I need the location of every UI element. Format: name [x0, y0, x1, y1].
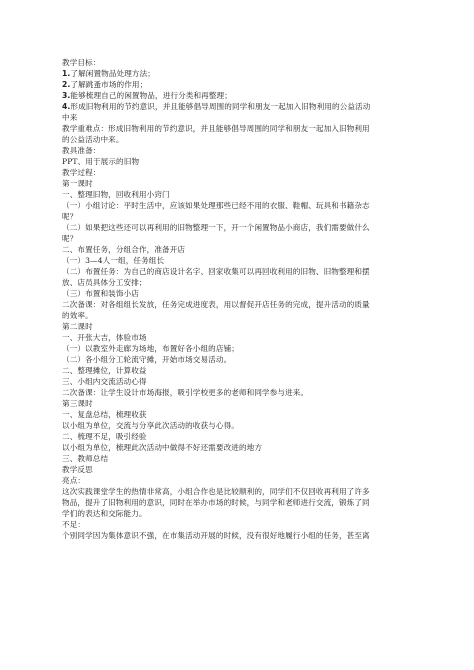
- line-text: 的效率。: [62, 311, 93, 320]
- document-line: [62, 156, 414, 167]
- document-line: [62, 211, 414, 222]
- line-text: 二、整理摊位，计算收益: [62, 366, 147, 375]
- document-line: [62, 420, 414, 431]
- document-line: [62, 442, 414, 453]
- list-number: 2.: [62, 80, 71, 89]
- line-text: 亮点：: [62, 476, 86, 485]
- line-text: 形成旧物利用的节约意识，并且能够倡导周围的同学和朋友一起加入旧物利用的公益活动: [70, 102, 371, 111]
- line-text: 以小组为单位，梳理此次活动中做得不好还需要改进的地方: [62, 443, 263, 452]
- document-line: [62, 475, 414, 486]
- line-text: 以小组为单位，交流与分享此次活动的收获与心得。: [62, 421, 239, 430]
- line-text: 物品，提升了旧物利用的意识，同时在举办市场的时候，与同学和老师进行交流，锻炼了同: [62, 498, 370, 507]
- line-text: （一）小组讨论：平时生活中，应该如果处理那些已经不用的衣服、鞋帽、玩具和书籍杂志: [62, 201, 370, 210]
- document-line: [62, 134, 414, 145]
- document-line: [62, 145, 414, 156]
- document-line: [62, 453, 414, 464]
- line-text: 二、梳理不足，吸引经验: [62, 432, 147, 441]
- document-line: [62, 57, 414, 68]
- line-text: 二次备课：对各组组长发放，任务完成进度表，用以督促开店任务的完成，提升活动的质量: [62, 300, 370, 309]
- list-number: 4.: [62, 102, 71, 111]
- line-text: 中来: [62, 113, 78, 122]
- list-number: 3.: [62, 91, 71, 100]
- line-text: 第二课时: [62, 322, 93, 331]
- line-text: 一、整理旧物，回收利用小窍门: [62, 190, 170, 199]
- line-text: 教学目标：: [62, 58, 101, 67]
- document-line: [62, 431, 414, 442]
- document-line: [62, 90, 414, 101]
- document-line: [62, 398, 414, 409]
- document-line: [62, 486, 414, 497]
- line-text: 呢？: [62, 212, 78, 221]
- line-text: 个别同学因为集体意识不强，在市集活动开展的时候，没有很好地履行小组的任务，甚至离: [62, 531, 370, 540]
- document-line: [62, 376, 414, 387]
- line-text: 了解闲置物品处理方法；: [70, 69, 156, 78]
- document-line: [62, 354, 414, 365]
- document-line: [62, 288, 414, 299]
- document-line: [62, 321, 414, 332]
- line-text: （二）如果把这些还可以再利用的旧物整理一下，开一个闲置物品小商店，我们需要做什么: [62, 223, 370, 232]
- line-text: 放、店员具体分工安排；: [62, 278, 147, 287]
- document-line: [62, 508, 414, 519]
- document-line: [62, 266, 414, 277]
- line-text: 一、开张大吉，体验市场: [62, 333, 147, 342]
- document-line: [62, 299, 414, 310]
- document-line: [62, 409, 414, 420]
- document-body: [62, 57, 414, 541]
- line-text: 教学反思: [62, 465, 93, 474]
- line-text: 教学过程：: [62, 168, 101, 177]
- document-line: [62, 530, 414, 541]
- document-line: [62, 519, 414, 530]
- document-line: [62, 343, 414, 354]
- document-line: [62, 112, 414, 123]
- document-line: [62, 277, 414, 288]
- line-text: 了解跳蚤市场的作用；: [70, 80, 148, 89]
- line-text: 这次实践课堂学生的热情非常高，小组合作也是比较顺利的，同学们不仅回收再利用了许多: [62, 487, 370, 496]
- document-line: [62, 68, 414, 79]
- line-text: 三、教师总结: [62, 454, 109, 463]
- line-text: 教具准备：: [62, 146, 101, 155]
- line-text: 呢？: [62, 234, 78, 243]
- line-text: PPT、用于展示的旧物: [62, 157, 140, 166]
- list-number: 1.: [62, 69, 71, 78]
- line-text: 教学重难点：形成旧物利用的节约意识，并且能够倡导周围的同学和朋友一起加入旧物利用: [62, 124, 370, 133]
- line-text: 二次备课：让学生设计市场海报，吸引学校更多的老师和同学参与进来。: [62, 388, 309, 397]
- document-line: [62, 178, 414, 189]
- line-text: 第三课时: [62, 399, 93, 408]
- line-text: 能够梳理自己的闲置物品，进行分类和再整理；: [70, 91, 232, 100]
- line-text: （一）以教室外走廊为场地，布置好各小组的店铺；: [62, 344, 239, 353]
- document-line: [62, 79, 414, 90]
- document-line: [62, 497, 414, 508]
- document-line: [62, 332, 414, 343]
- document-line: [62, 101, 414, 112]
- document-line: [62, 189, 414, 200]
- document-line: [62, 233, 414, 244]
- document-line: [62, 200, 414, 211]
- line-text: 一、复盘总结，梳理收获: [62, 410, 147, 419]
- document-line: [62, 464, 414, 475]
- document-line: [62, 365, 414, 376]
- document-line: [62, 167, 414, 178]
- line-text: 的公益活动中来。: [62, 135, 124, 144]
- document-line: [62, 387, 414, 398]
- line-text: 第一课时: [62, 179, 93, 188]
- document-line: [62, 244, 414, 255]
- line-text: 学们的表达和交际能力。: [62, 509, 147, 518]
- document-line: [62, 222, 414, 233]
- line-text: 三、小组内交流活动心得: [62, 377, 147, 386]
- line-text: （二）各小组分工轮流守摊，开始市场交易活动。: [62, 355, 232, 364]
- document-line: [62, 255, 414, 266]
- line-text: （三）布置和装饰小店: [62, 289, 139, 298]
- document-line: [62, 310, 414, 321]
- line-text: 二、布置任务，分组合作，准备开店: [62, 245, 186, 254]
- line-text: 不足：: [62, 520, 86, 529]
- line-text: （二）布置任务：为自己的商店设计名字、回家收集可以再回收利用的旧物、旧物整理和摆: [62, 267, 370, 276]
- line-text: （一）3—4人一组，任务组长: [62, 256, 165, 265]
- document-line: [62, 123, 414, 134]
